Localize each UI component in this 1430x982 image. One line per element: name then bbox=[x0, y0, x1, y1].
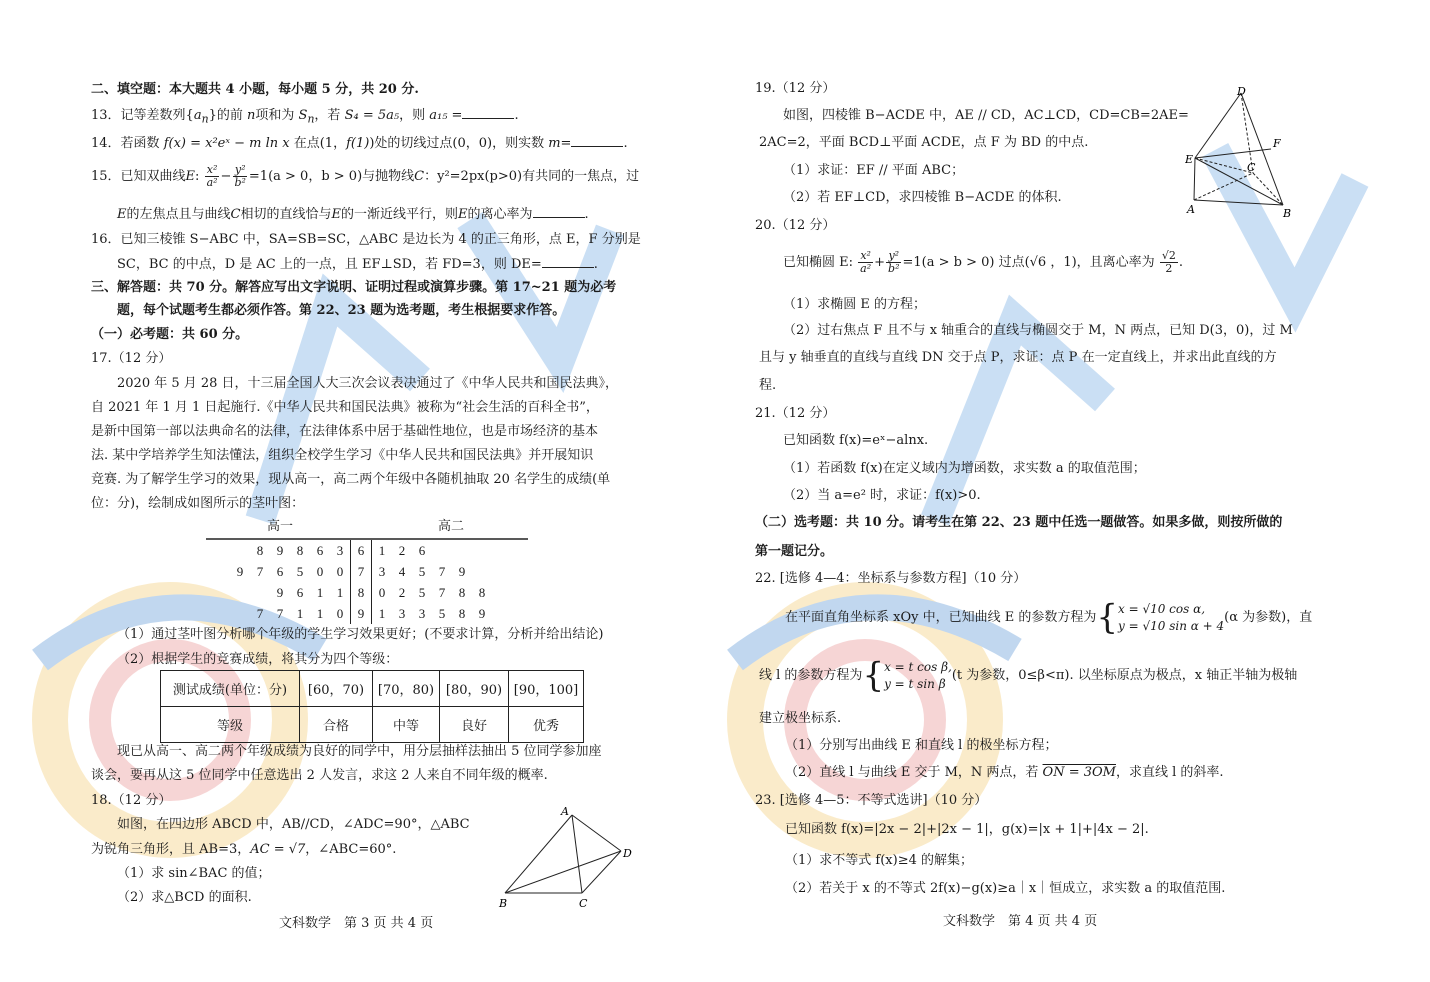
q22-sub1: （1）分别写出曲线 E 和直线 l 的极坐标方程； bbox=[785, 738, 1058, 753]
stem-leaf-plot bbox=[210, 540, 492, 624]
q17-end-line2: 谈会，要再从这 5 位同学中任意选出 2 人发言，求这 2 人来自不同年级的概率. bbox=[91, 768, 548, 783]
answer-blank-13 bbox=[462, 107, 514, 119]
leaf-left: 1 bbox=[296, 605, 304, 621]
q17-end-line1: 现已从高一、高二两个年级成绩为良好的同学中，用分层抽样法抽出 5 位同学参加座 bbox=[117, 744, 602, 759]
leaf-left: 6 bbox=[276, 563, 284, 579]
grade-table-row bbox=[161, 707, 584, 743]
leaf-left: 7 bbox=[276, 605, 284, 621]
question-17-header: 17.（12 分） bbox=[91, 351, 172, 366]
q22-line3: 建立极坐标系. bbox=[759, 711, 842, 726]
grade-cell: [80，90) bbox=[440, 671, 509, 707]
section2-header: 二、填空题：本大题共 4 小题，每小题 5 分，共 20 分. bbox=[91, 82, 419, 97]
figure-19-label-A: A bbox=[1187, 203, 1195, 216]
leaf-right: 1 bbox=[378, 542, 386, 558]
right-page bbox=[715, 0, 1430, 982]
stem-row bbox=[210, 582, 492, 603]
grade-cell: [90，100] bbox=[509, 671, 584, 707]
leaf-empty bbox=[432, 540, 452, 561]
leaf-right: 6 bbox=[418, 542, 426, 558]
figure-18-label-D: D bbox=[623, 847, 632, 860]
q18-line2: 为锐角三角形，且 AB=3，AC = √7，∠ABC=60°. bbox=[91, 842, 397, 857]
figure-19-pyramid bbox=[1185, 85, 1305, 220]
question-16-line2: SC，BC 的中点，D 是 AC 上的一点，且 EF⊥SD，若 FD=3，则 DE= . bbox=[117, 257, 598, 272]
grade-cell: 等级 bbox=[161, 707, 300, 743]
question-18-header: 18.（12 分） bbox=[91, 793, 172, 808]
q17-paragraph-line: 竞赛. 为了解学生学习的效果，现从高一，高二两个年级中各随机抽取 20 名学生的成绩(单 bbox=[91, 472, 611, 487]
leaf-right: 9 bbox=[458, 563, 466, 579]
equation-system-l: x = t cos β, y = t sin β bbox=[884, 659, 952, 691]
left-brace: { bbox=[1096, 597, 1118, 638]
leaf-left: 8 bbox=[296, 542, 304, 558]
leaf-left: 7 bbox=[256, 605, 264, 621]
question-13: 13．记等差数列$\{a_n\}$的前 n项和为 $S_n$，若 S₄ = 5a₅，则 a₁₅ = . bbox=[91, 108, 519, 126]
page-footer-left: 文科数学 第 3 页 共 4 页 bbox=[279, 916, 434, 931]
q20-sub1: （1）求椭圆 E 的方程； bbox=[783, 297, 927, 312]
section3-required: （一）必考题：共 60 分。 bbox=[91, 327, 249, 342]
leaf-empty bbox=[472, 540, 492, 561]
leaf-right: 8 bbox=[478, 584, 486, 600]
q23-sub1: （1）求不等式 f(x)≥4 的解集； bbox=[785, 853, 973, 868]
q19-line2: 2AC=2，平面 BCD⊥平面 ACDE，点 F 为 BD 的中点. bbox=[759, 135, 1089, 150]
figure-18-label-A: A bbox=[561, 805, 569, 818]
leaf-empty bbox=[210, 603, 230, 624]
figure-19-label-C: C bbox=[1247, 161, 1256, 174]
leaf-right: 7 bbox=[438, 584, 446, 600]
grade-cell: 优秀 bbox=[509, 707, 584, 743]
leaf-empty bbox=[210, 561, 230, 582]
leaf-left: 0 bbox=[336, 563, 344, 579]
leaf-left: 9 bbox=[236, 563, 244, 579]
optional-section-line2: 第一题记分。 bbox=[755, 544, 834, 559]
question-15-line1: 15．已知双曲线E: $\frac{\text{x²}}{\text{a²}}$ − $\frac{\text{y²}}{\text{b²}}$ =1(a > 0，b > 0)与抛物线C：y²=2px(p>0)有共同的一焦点，过 bbox=[91, 163, 640, 189]
grade-cell: 中等 bbox=[373, 707, 440, 743]
leaf-right: 4 bbox=[398, 563, 406, 579]
q17-paragraph-line: 法. 某中学培养学生知法懂法，组织全校学生学习《中华人民共和国民法典》并开展知识 bbox=[91, 448, 594, 463]
q20-sub2-line1: （2）过右焦点 F 且不与 x 轴重合的直线与椭圆交于 M，N 两点，已知 D(3，0)，过 M bbox=[783, 323, 1293, 338]
leaf-left: 1 bbox=[316, 584, 324, 600]
leaf-right: 5 bbox=[418, 584, 426, 600]
question-14: 14．若函数 f(x) = x²eˣ − m ln x 在点(1，f(1))处的切线过点(0，0)，则实数 m= . bbox=[91, 136, 628, 151]
figure-18-quadrilateral bbox=[495, 805, 645, 915]
q23-line1: 已知函数 f(x)=|2x − 2|+|2x − 1|，g(x)=|x + 1|+|4x − 2|. bbox=[785, 822, 1149, 837]
leaf-empty bbox=[210, 540, 230, 561]
grade-cell: [70，80) bbox=[373, 671, 440, 707]
leaf-left: 8 bbox=[256, 542, 264, 558]
stem: 9 bbox=[351, 603, 372, 624]
grade-cell: 合格 bbox=[300, 707, 373, 743]
leaf-right: 8 bbox=[458, 584, 466, 600]
leaf-left: 0 bbox=[316, 563, 324, 579]
stem-row bbox=[210, 561, 492, 582]
answer-blank-15 bbox=[533, 206, 585, 218]
q17-paragraph-line: 2020 年 5 月 28 日，十三届全国人大三次会议表决通过了《中华人民共和国民法典》， bbox=[117, 376, 619, 391]
q20-line1: 已知椭圆 E: $\frac{\text{x²}}{\text{a²}}$ + $\frac{\text{y²}}{\text{b²}}$ =1(a > b > 0) 过点(√6 ，1)，且离心率为 $\frac{√2}{2}$ . bbox=[783, 249, 1183, 275]
figure-19-label-F: F bbox=[1273, 137, 1281, 150]
leaf-right: 0 bbox=[378, 584, 386, 600]
leaf-empty bbox=[250, 582, 270, 603]
leaf-left: 5 bbox=[296, 563, 304, 579]
leaf-left: 7 bbox=[256, 563, 264, 579]
q23-sub2: （2）若关于 x 的不等式 2f(x)−g(x)≥a｜x｜恒成立，求实数 a 的取值范围. bbox=[785, 881, 1226, 896]
q18-sub2: （2）求△BCD 的面积. bbox=[117, 890, 252, 905]
grade-cell: [60，70) bbox=[300, 671, 373, 707]
leaf-right: 5 bbox=[438, 605, 446, 621]
leaf-right: 2 bbox=[398, 542, 406, 558]
leaf-right: 8 bbox=[458, 605, 466, 621]
answer-blank-14 bbox=[571, 135, 623, 147]
q20-sub2-line3: 程. bbox=[759, 378, 777, 393]
q19-sub2: （2）若 EF⊥CD，求四棱锥 B−ACDE 的体积. bbox=[783, 190, 1062, 205]
figure-18-label-B: B bbox=[499, 897, 508, 910]
fraction-y2-b2: $\frac{\text{y²}}{\text{b²}}$ bbox=[888, 249, 900, 275]
q19-sub1: （1）求证：EF // 平面 ABC； bbox=[783, 163, 965, 178]
q22-line1: 在平面直角坐标系 xOy 中，已知曲线 E 的参数方程为{ x = √10 cos α, y = √10 sin α + 4 (α 为参数)，直 bbox=[785, 597, 1313, 638]
question-22-header: 22. [选修 4—4：坐标系与参数方程]（10 分） bbox=[755, 571, 1027, 586]
page-footer-right: 文科数学 第 4 页 共 4 页 bbox=[943, 914, 1098, 929]
grade-table bbox=[160, 670, 584, 743]
leaf-empty bbox=[230, 582, 250, 603]
q17-paragraph-line: 是新中国第一部以法典命名的法律，在法律体系中居于基础性地位，也是市场经济的基本 bbox=[91, 424, 599, 439]
question-15-line2: E的左焦点且与曲线C相切的直线恰与E的一渐近线平行，则E的离心率为 . bbox=[117, 207, 589, 222]
leaf-right: 5 bbox=[418, 563, 426, 579]
figure-18-label-C: C bbox=[579, 897, 588, 910]
stem: 8 bbox=[351, 582, 372, 603]
q21-line1: 已知函数 f(x)=eˣ−alnx. bbox=[783, 433, 929, 448]
stem-row bbox=[210, 603, 492, 624]
leaf-left: 6 bbox=[296, 584, 304, 600]
question-21-header: 21.（12 分） bbox=[755, 406, 836, 421]
leaf-left: 3 bbox=[336, 542, 344, 558]
leaf-right: 9 bbox=[478, 605, 486, 621]
q17-paragraph-line: 位：分)，绘制成如图所示的茎叶图： bbox=[91, 496, 305, 511]
leaf-right: 2 bbox=[398, 584, 406, 600]
question-19-header: 19.（12 分） bbox=[755, 81, 836, 96]
leaf-right: 3 bbox=[378, 563, 386, 579]
leaf-empty bbox=[472, 561, 492, 582]
left-brace: { bbox=[862, 655, 885, 696]
stem: 7 bbox=[351, 561, 372, 582]
q19-line1: 如图，四棱锥 B−ACDE 中，AE // CD，AC⊥CD，CD=CB=2AE= bbox=[783, 108, 1189, 123]
section3-header-line1: 三、解答题：共 70 分。解答应写出文字说明、证明过程或演算步骤。第 17~21 题为必考 bbox=[91, 280, 617, 295]
leaf-empty bbox=[452, 540, 472, 561]
leaf-right: 3 bbox=[418, 605, 426, 621]
question-23-header: 23. [选修 4—5：不等式选讲]（10 分） bbox=[755, 793, 988, 808]
leaf-left: 9 bbox=[276, 542, 284, 558]
q20-sub2-line2: 且与 y 轴垂直的直线与直线 DN 交于点 P，求证：点 P 在一定直线上，并求出此直线的方 bbox=[759, 350, 1277, 365]
grade-table-row bbox=[161, 671, 584, 707]
leaf-right: 3 bbox=[398, 605, 406, 621]
stem-header-grade1: 高一 bbox=[267, 519, 294, 534]
stem: 6 bbox=[351, 540, 372, 561]
figure-19-label-D: D bbox=[1237, 85, 1246, 98]
leaf-left: 0 bbox=[336, 605, 344, 621]
leaf-empty bbox=[230, 603, 250, 624]
figure-19-label-E: E bbox=[1185, 153, 1194, 166]
q17-paragraph-line: 自 2021 年 1 月 1 日起施行.《中华人民共和国民法典》被称为“社会生活的百科全书”， bbox=[91, 400, 599, 415]
leaf-empty bbox=[210, 582, 230, 603]
leaf-right: 1 bbox=[378, 605, 386, 621]
optional-section-line1: （二）选考题：共 10 分。请考生在第 22、23 题中任选一题做答。如果多做，则按所做的 bbox=[755, 515, 1283, 530]
q22-line2: 线 l 的参数方程为{ x = t cos β, y = t sin β (t 为参数，0≤β<π). 以坐标原点为极点，x 轴正半轴为极轴 bbox=[759, 655, 1298, 696]
leaf-left: 6 bbox=[316, 542, 324, 558]
leaf-empty bbox=[230, 540, 250, 561]
q22-sub2: （2）直线 l 与曲线 E 交于 M，N 两点，若 ON = 3OM，求直线 l 的斜率. bbox=[785, 765, 1224, 780]
equation-system-E: x = √10 cos α, y = √10 sin α + 4 bbox=[1118, 601, 1225, 633]
fraction-y2-b2: $\frac{\text{y²}}{\text{b²}}$ bbox=[234, 163, 246, 189]
leaf-left: 9 bbox=[276, 584, 284, 600]
fraction-x2-a2: $\frac{\text{x²}}{\text{a²}}$ bbox=[860, 249, 872, 275]
fraction-root2-over-2: $\frac{√2}{2}$ bbox=[1161, 249, 1176, 275]
stem-header-grade2: 高二 bbox=[438, 519, 465, 534]
q18-line1: 如图，在四边形 ABCD 中，AB//CD，∠ADC=90°，△ABC bbox=[117, 817, 470, 832]
leaf-left: 1 bbox=[316, 605, 324, 621]
q21-sub2: （2）当 a=e² 时，求证：f(x)>0. bbox=[783, 488, 981, 503]
q17-sub2: （2）根据学生的竞赛成绩，将其分为四个等级： bbox=[117, 652, 399, 667]
stem-row bbox=[210, 540, 492, 561]
figure-19-label-B: B bbox=[1283, 207, 1292, 220]
section3-header-line2: 题，每个试题考生都必须作答。第 22、23 题为选考题，考生根据要求作答。 bbox=[117, 303, 566, 318]
q18-sub1: （1）求 sin∠BAC 的值； bbox=[117, 866, 271, 881]
answer-blank-16 bbox=[542, 256, 594, 268]
grade-cell: 测试成绩(单位：分) bbox=[161, 671, 300, 707]
question-16-line1: 16．已知三棱锥 S−ABC 中，SA=SB=SC，△ABC 是边长为 4 的正三角形，点 E，F 分别是 bbox=[91, 232, 641, 247]
question-20-header: 20.（12 分） bbox=[755, 218, 836, 233]
q21-sub1: （1）若函数 f(x)在定义域内为增函数，求实数 a 的取值范围； bbox=[783, 461, 1146, 476]
fraction-x2-a2: $\frac{\text{x²}}{\text{a²}}$ bbox=[206, 163, 218, 189]
grade-cell: 良好 bbox=[440, 707, 509, 743]
q17-sub1: （1）通过茎叶图分析哪个年级的学生学习效果更好；(不要求计算，分析并给出结论) bbox=[117, 627, 604, 642]
leaf-right: 7 bbox=[438, 563, 446, 579]
leaf-left: 1 bbox=[336, 584, 344, 600]
